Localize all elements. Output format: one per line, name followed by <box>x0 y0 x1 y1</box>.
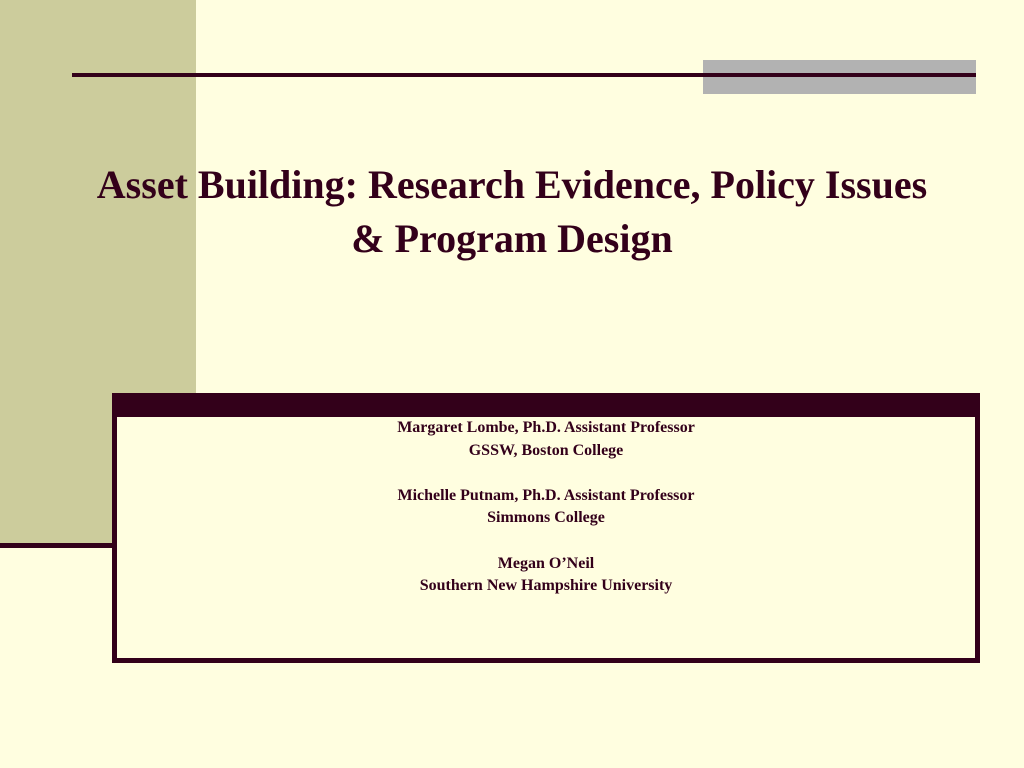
slide-title <box>20 158 1004 266</box>
author-spacer <box>117 530 975 553</box>
slide-title-line: Asset Building: Research Evidence, Policy Issues <box>96 162 928 207</box>
author-affiliation: GSSW, Boston College <box>468 441 624 459</box>
author-entry <box>117 485 975 530</box>
author-name: Megan O’Neil <box>497 554 595 572</box>
author-entry <box>117 553 975 598</box>
top-decor-accent-rule <box>703 73 976 77</box>
authors-list <box>117 417 975 598</box>
top-decor-accent <box>703 60 976 94</box>
author-affiliation: Southern New Hampshire University <box>419 577 673 595</box>
authors-box <box>112 393 980 663</box>
author-affiliation: Simmons College <box>487 509 605 527</box>
author-name: Michelle Putnam, Ph.D. Assistant Professor <box>397 486 695 504</box>
slide-title-line: & Program Design <box>351 216 673 261</box>
author-name: Margaret Lombe, Ph.D. Assistant Professor <box>397 419 695 436</box>
author-spacer <box>117 462 975 485</box>
author-entry <box>117 417 975 462</box>
side-decor-rule <box>0 543 112 548</box>
